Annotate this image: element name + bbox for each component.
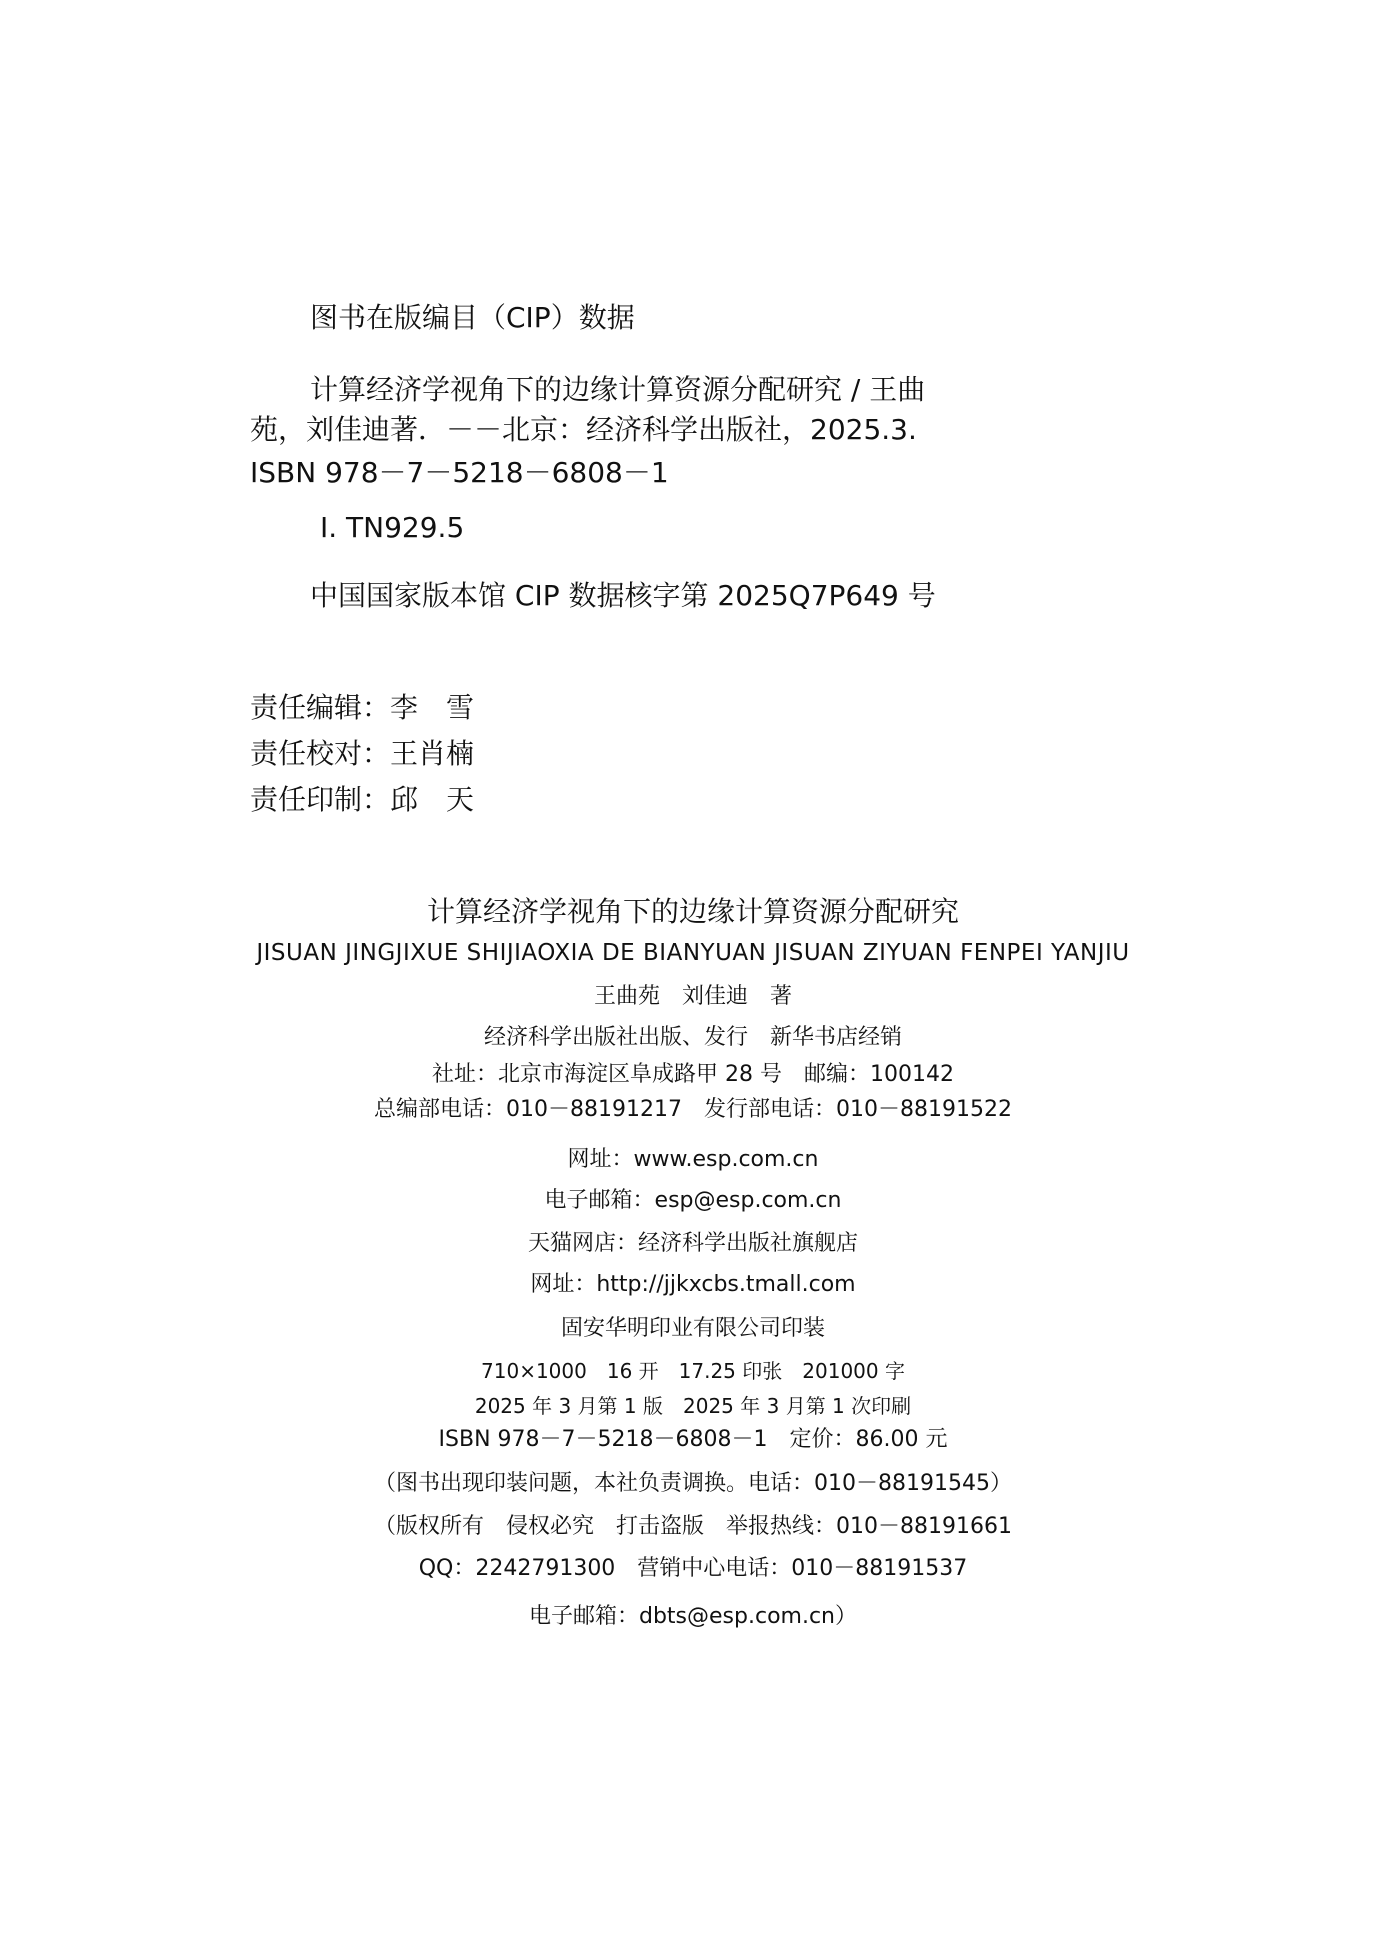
cip-classification: Ⅰ. TN929.5 (320, 511, 465, 544)
isbn-price: ISBN 978－7－5218－6808－1 定价：86.00 元 (438, 1427, 948, 1452)
authors: 王曲苑 刘佳迪 著 (593, 984, 792, 1009)
publisher-email: 电子邮箱：esp@esp.com.cn (544, 1188, 842, 1213)
tmall-url: 网址：http://jjkxcbs.tmall.com (530, 1272, 856, 1297)
publisher-website: 网址：www.esp.com.cn (567, 1147, 819, 1172)
format-specs: 710×1000 16 开 17.25 印张 201000 字 (481, 1359, 905, 1383)
publisher-address: 社址：北京市海淀区阜成路甲 28 号 邮编：100142 (432, 1062, 954, 1087)
notice-qq: QQ：2242791300 营销中心电话：010－88191537 (418, 1556, 968, 1581)
cip-verification-number: 中国国家版本馆 CIP 数据核字第 2025Q7P649 号 (310, 579, 936, 612)
notice-exchange: （图书出现印装问题，本社负责调换。电话：010－88191545） (374, 1471, 1012, 1496)
notice-rights: （版权所有 侵权必究 打击盗版 举报热线：010－88191661 (374, 1514, 1012, 1539)
cip-isbn: ISBN 978－7－5218－6808－1 (250, 456, 669, 489)
publisher-phones: 总编部电话：010－88191217 发行部电话：010－88191522 (374, 1097, 1012, 1122)
responsible-editor: 责任编辑：李 雪 (250, 691, 475, 724)
edition-info: 2025 年 3 月第 1 版 2025 年 3 月第 1 次印刷 (474, 1394, 912, 1418)
responsible-proofreader: 责任校对：王肖楠 (250, 737, 475, 770)
cip-record-line-1: 计算经济学视角下的边缘计算资源分配研究 / 王曲 (310, 373, 926, 406)
notice-email: 电子邮箱：dbts@esp.com.cn） (529, 1604, 857, 1629)
tmall-store: 天猫网店：经济科学出版社旗舰店 (527, 1231, 858, 1256)
cip-heading: 图书在版编目（CIP）数据 (310, 301, 635, 334)
responsible-printing-supervisor: 责任印制：邱 天 (250, 783, 475, 816)
publisher-line: 经济科学出版社出版、发行 新华书店经销 (483, 1025, 902, 1050)
book-title: 计算经济学视角下的边缘计算资源分配研究 (426, 895, 959, 928)
printer: 固安华明印业有限公司印装 (560, 1316, 825, 1341)
cip-record-line-2: 苑，刘佳迪著．－－北京：经济科学出版社，2025.3. (250, 413, 917, 446)
book-title-pinyin: JISUAN JINGJIXUE SHIJIAOXIA DE BIANYUAN JISUAN ZIYUAN FENPEI YANJIU (256, 940, 1130, 966)
